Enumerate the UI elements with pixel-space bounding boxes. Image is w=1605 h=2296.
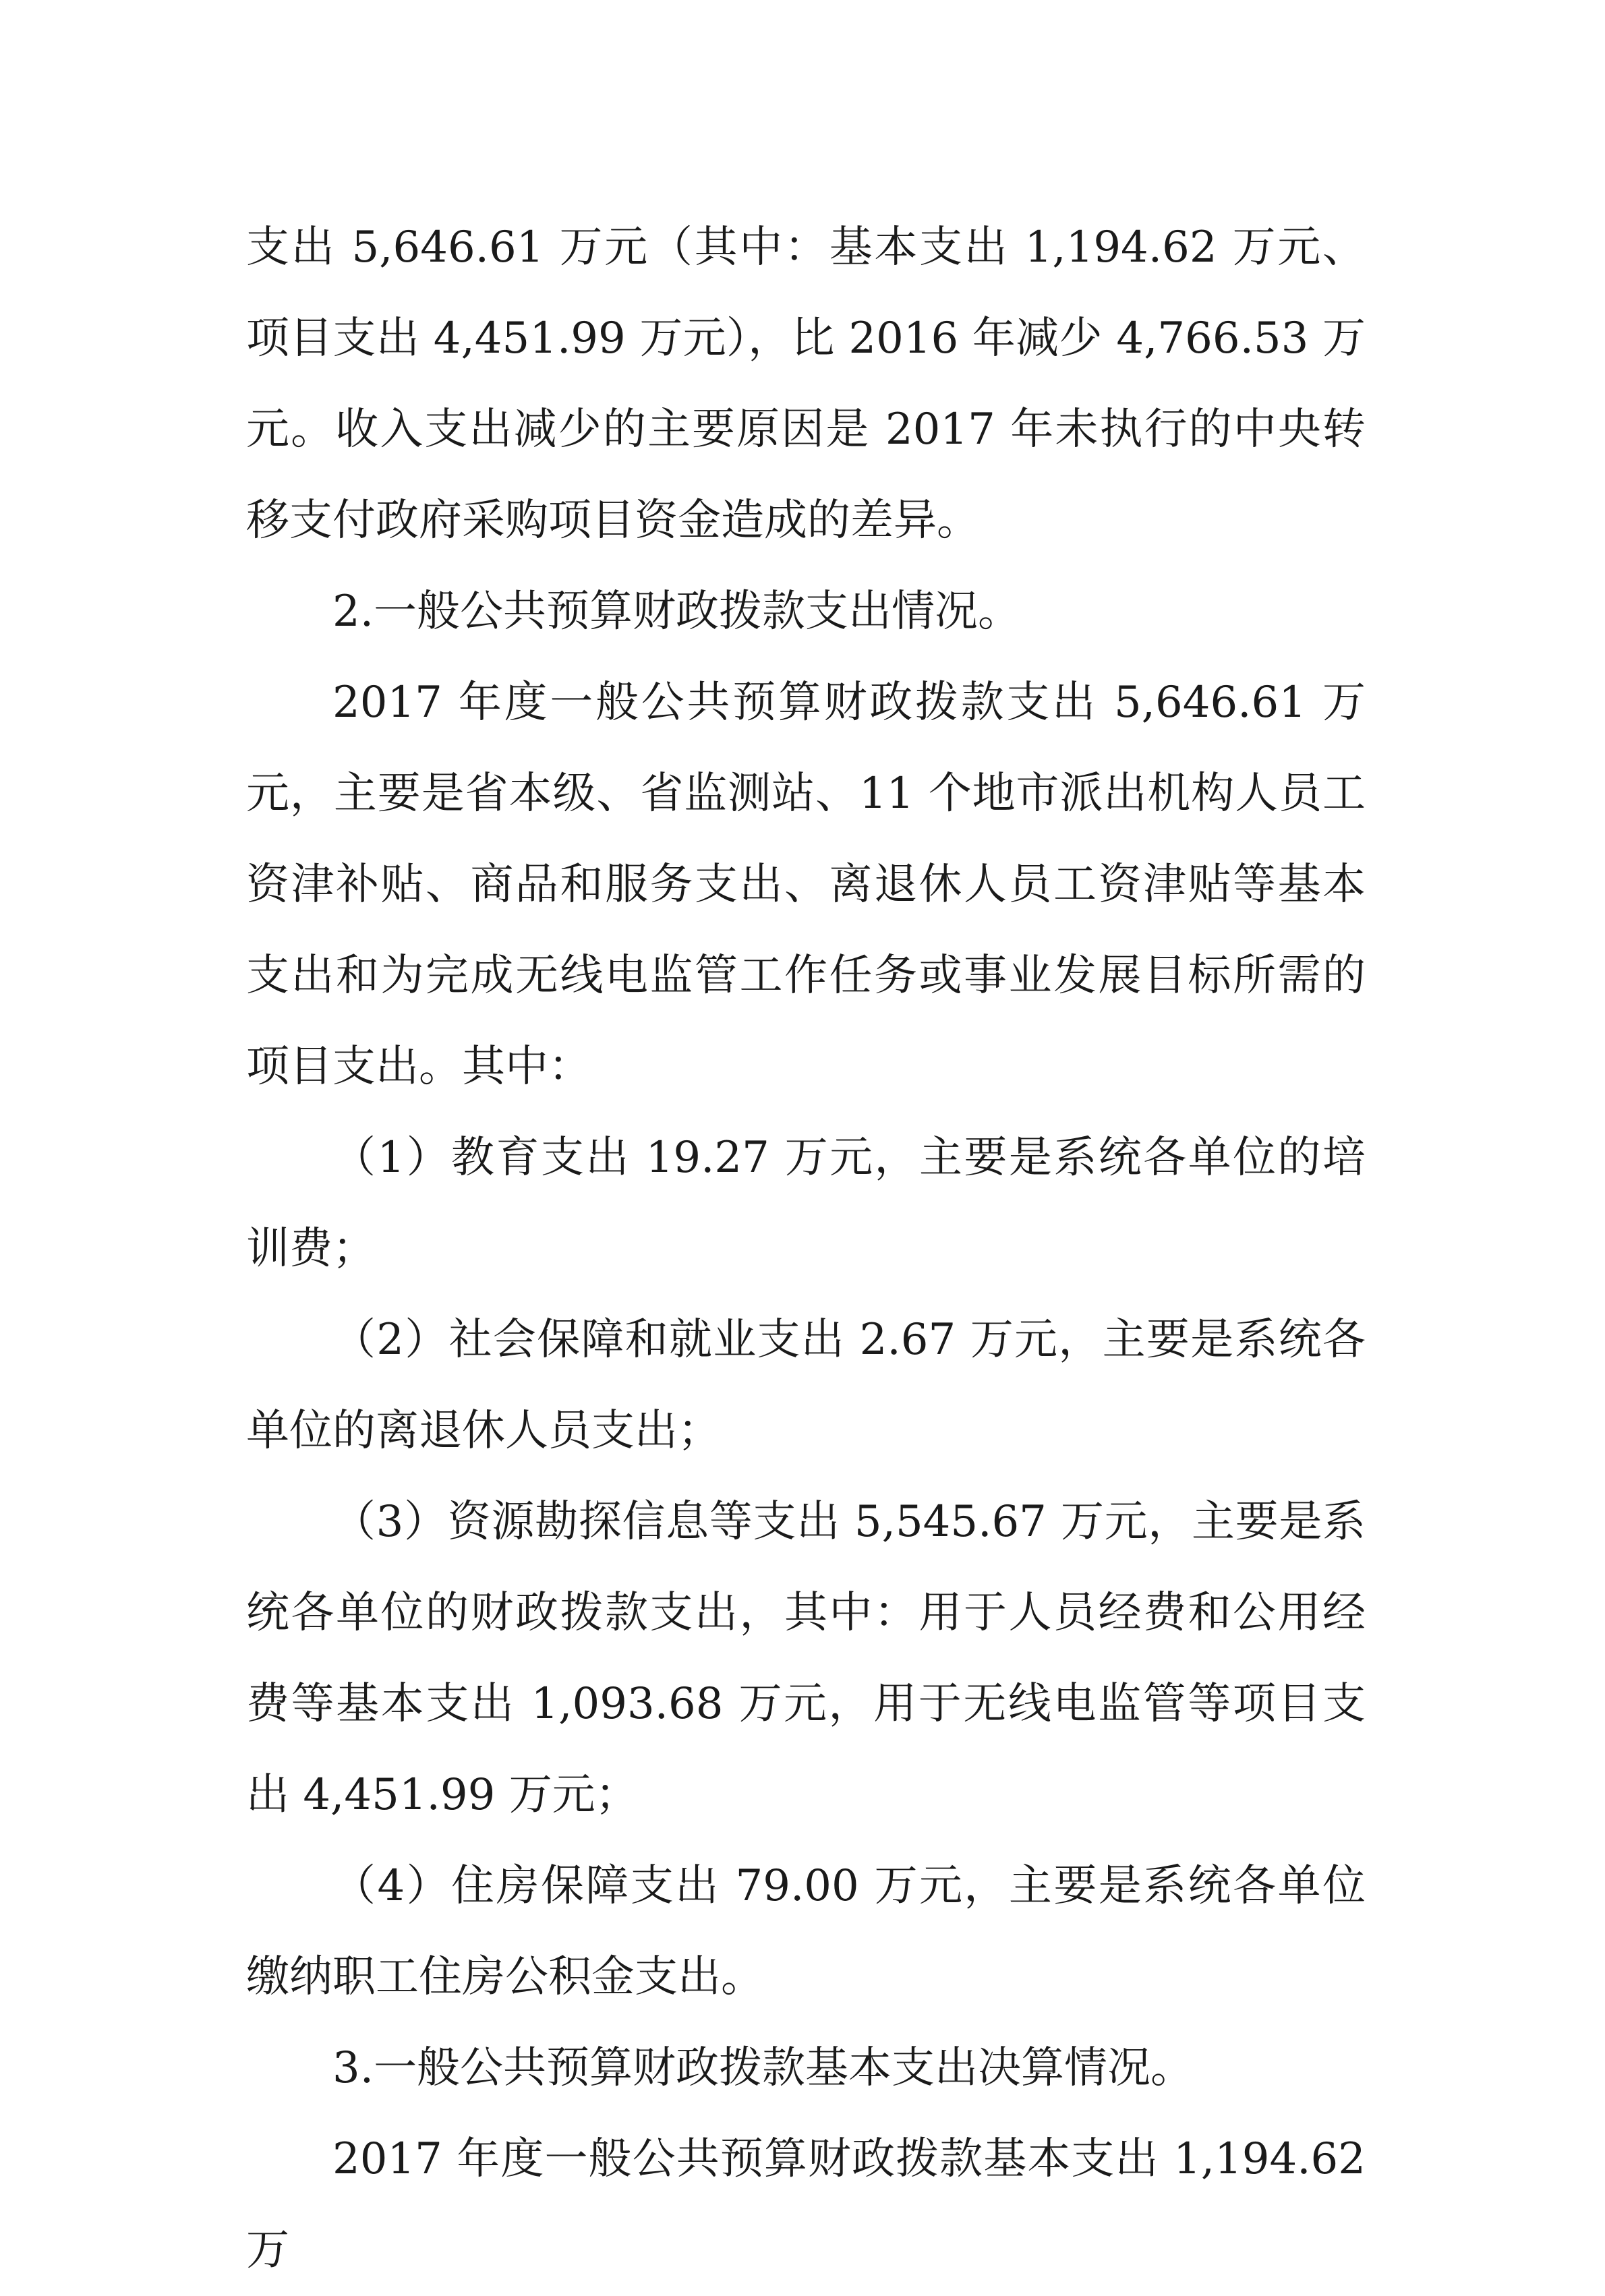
paragraph-expenditure-summary: 支出 5,646.61 万元（其中：基本支出 1,194.62 万元、项目支出 4,451.99 万元），比 2016 年减少 4,766.53 万元。收入支出减少的主要原因是 2017 年未执行的中央转移支付政府采购项目资金造成的差异。	[246, 223, 1366, 546]
list-item-social-security: （2）社会保障和就业支出 2.67 万元，主要是系统各单位的离退休人员支出；	[246, 1315, 1366, 1456]
list-item-housing: （4）住房保障支出 79.00 万元，主要是系统各单位缴纳职工住房公积金支出。	[246, 1861, 1366, 2002]
list-item-education: （1）教育支出 19.27 万元，主要是系统各单位的培训费；	[246, 1133, 1366, 1274]
paragraph-general-budget-expenditure: 2017 年度一般公共预算财政拨款支出 5,646.61 万元，主要是省本级、省监测站、11 个地市派出机构人员工资津补贴、商品和服务支出、离退休人员工资津贴等基本支出和为完成无线电监管工作任务或事业发展目标所需的项目支出。其中：	[246, 678, 1366, 1092]
list-item-resource-exploration: （3）资源勘探信息等支出 5,545.67 万元，主要是系统各单位的财政拨款支出，其中：用于人员经费和公用经费等基本支出 1,093.68 万元，用于无线电监管等项目支出 4,451.99 万元；	[246, 1497, 1366, 1820]
paragraph-basic-expenditure: 2017 年度一般公共预算财政拨款基本支出 1,194.62 万	[246, 2134, 1366, 2275]
document-body	[246, 202, 1366, 2296]
heading-general-budget-expenditure: 2.一般公共预算财政拨款支出情况。	[332, 587, 1022, 637]
heading-basic-expenditure-final-accounts: 3.一般公共预算财政拨款基本支出决算情况。	[332, 2043, 1194, 2093]
